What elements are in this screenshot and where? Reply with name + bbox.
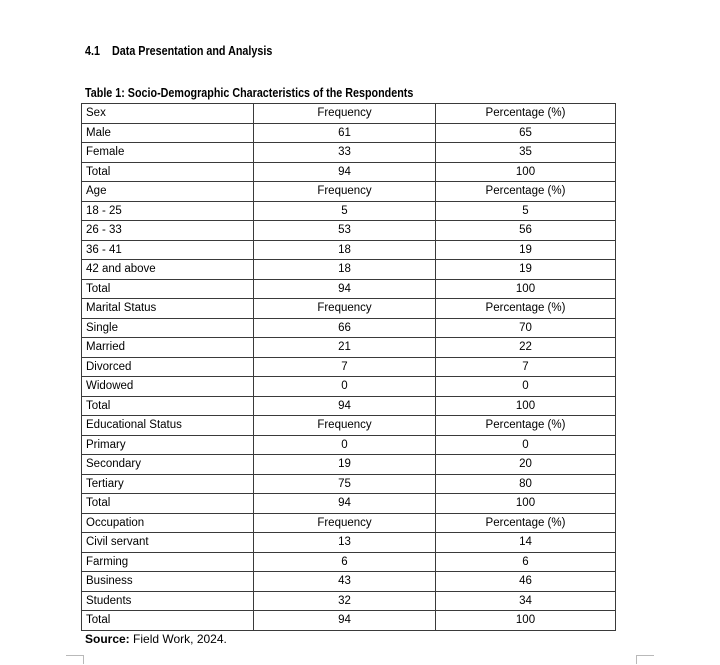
table-row (82, 357, 616, 377)
table-row (82, 474, 616, 494)
frequency-cell: 21 (254, 338, 436, 358)
percentage-cell: 22 (436, 338, 616, 358)
percentage-cell: 70 (436, 318, 616, 338)
percentage-cell: 46 (436, 572, 616, 592)
source-note (85, 632, 227, 646)
frequency-cell: Frequency (254, 104, 436, 124)
frequency-cell: 18 (254, 240, 436, 260)
percentage-cell: 65 (436, 123, 616, 143)
percentage-cell: Percentage (%) (436, 299, 616, 319)
frequency-cell: 94 (254, 494, 436, 514)
table-row (82, 279, 616, 299)
frequency-cell: Frequency (254, 299, 436, 319)
frequency-cell: 13 (254, 533, 436, 553)
category-cell: Divorced (82, 357, 254, 377)
category-cell: Female (82, 143, 254, 163)
category-cell: Educational Status (82, 416, 254, 436)
frequency-cell: Frequency (254, 513, 436, 533)
frequency-cell: 75 (254, 474, 436, 494)
category-cell: 36 - 41 (82, 240, 254, 260)
percentage-cell: Percentage (%) (436, 182, 616, 202)
percentage-cell: Percentage (%) (436, 104, 616, 124)
frequency-cell: 33 (254, 143, 436, 163)
frequency-cell: 94 (254, 162, 436, 182)
frequency-cell: 94 (254, 611, 436, 631)
percentage-cell: 100 (436, 396, 616, 416)
category-cell: Total (82, 611, 254, 631)
table-row (82, 396, 616, 416)
percentage-cell: 34 (436, 591, 616, 611)
table-row (82, 143, 616, 163)
table-row (82, 455, 616, 475)
frequency-cell: 0 (254, 377, 436, 397)
frequency-cell: 18 (254, 260, 436, 280)
percentage-cell: 35 (436, 143, 616, 163)
category-cell: 18 - 25 (82, 201, 254, 221)
table-row (82, 513, 616, 533)
frequency-cell: 19 (254, 455, 436, 475)
table-row (82, 318, 616, 338)
category-cell: Secondary (82, 455, 254, 475)
table-row (82, 201, 616, 221)
category-cell: Total (82, 396, 254, 416)
category-cell: Primary (82, 435, 254, 455)
table-row (82, 416, 616, 436)
table-row (82, 182, 616, 202)
frequency-cell: 6 (254, 552, 436, 572)
table-row (82, 104, 616, 124)
table-row (82, 221, 616, 241)
frequency-cell: 94 (254, 279, 436, 299)
percentage-cell: 6 (436, 552, 616, 572)
percentage-cell: 0 (436, 377, 616, 397)
category-cell: Male (82, 123, 254, 143)
category-cell: Farming (82, 552, 254, 572)
section-number: 4.1 (85, 44, 100, 58)
category-cell: Occupation (82, 513, 254, 533)
category-cell: Students (82, 591, 254, 611)
frequency-cell: 53 (254, 221, 436, 241)
frequency-cell: 7 (254, 357, 436, 377)
percentage-cell: 100 (436, 279, 616, 299)
category-cell: Marital Status (82, 299, 254, 319)
category-cell: 26 - 33 (82, 221, 254, 241)
table-caption: Table 1: Socio-Demographic Characteristics of the Respondents (85, 86, 414, 100)
percentage-cell: 5 (436, 201, 616, 221)
category-cell: Total (82, 279, 254, 299)
source-text: Field Work, 2024. (133, 632, 227, 646)
section-title: Data Presentation and Analysis (111, 44, 273, 58)
percentage-cell: 56 (436, 221, 616, 241)
category-cell: 42 and above (82, 260, 254, 280)
table-body (82, 104, 616, 631)
table-row (82, 533, 616, 553)
table-row (82, 591, 616, 611)
percentage-cell: 14 (436, 533, 616, 553)
frequency-cell: 94 (254, 396, 436, 416)
percentage-cell: 100 (436, 162, 616, 182)
table-row (82, 494, 616, 514)
table-row (82, 260, 616, 280)
category-cell: Widowed (82, 377, 254, 397)
table-row (82, 299, 616, 319)
table-row (82, 435, 616, 455)
category-cell: Total (82, 162, 254, 182)
table-row (82, 162, 616, 182)
percentage-cell: 100 (436, 611, 616, 631)
frequency-cell: 5 (254, 201, 436, 221)
table-row (82, 552, 616, 572)
frequency-cell: 66 (254, 318, 436, 338)
table-row (82, 338, 616, 358)
section-heading (85, 44, 272, 58)
percentage-cell: Percentage (%) (436, 513, 616, 533)
frequency-cell: 0 (254, 435, 436, 455)
percentage-cell: 20 (436, 455, 616, 475)
table-row (82, 240, 616, 260)
frequency-cell: 43 (254, 572, 436, 592)
source-label: Source: (85, 632, 130, 646)
category-cell: Total (82, 494, 254, 514)
percentage-cell: Percentage (%) (436, 416, 616, 436)
socio-demographic-table (81, 103, 616, 631)
category-cell: Married (82, 338, 254, 358)
percentage-cell: 100 (436, 494, 616, 514)
percentage-cell: 19 (436, 240, 616, 260)
frequency-cell: 61 (254, 123, 436, 143)
table-row (82, 377, 616, 397)
percentage-cell: 80 (436, 474, 616, 494)
percentage-cell: 19 (436, 260, 616, 280)
percentage-cell: 0 (436, 435, 616, 455)
frequency-cell: Frequency (254, 416, 436, 436)
frequency-cell: Frequency (254, 182, 436, 202)
category-cell: Business (82, 572, 254, 592)
category-cell: Civil servant (82, 533, 254, 553)
percentage-cell: 7 (436, 357, 616, 377)
table-row (82, 572, 616, 592)
frequency-cell: 32 (254, 591, 436, 611)
table-row (82, 123, 616, 143)
category-cell: Tertiary (82, 474, 254, 494)
category-cell: Single (82, 318, 254, 338)
category-cell: Age (82, 182, 254, 202)
table-row (82, 611, 616, 631)
category-cell: Sex (82, 104, 254, 124)
